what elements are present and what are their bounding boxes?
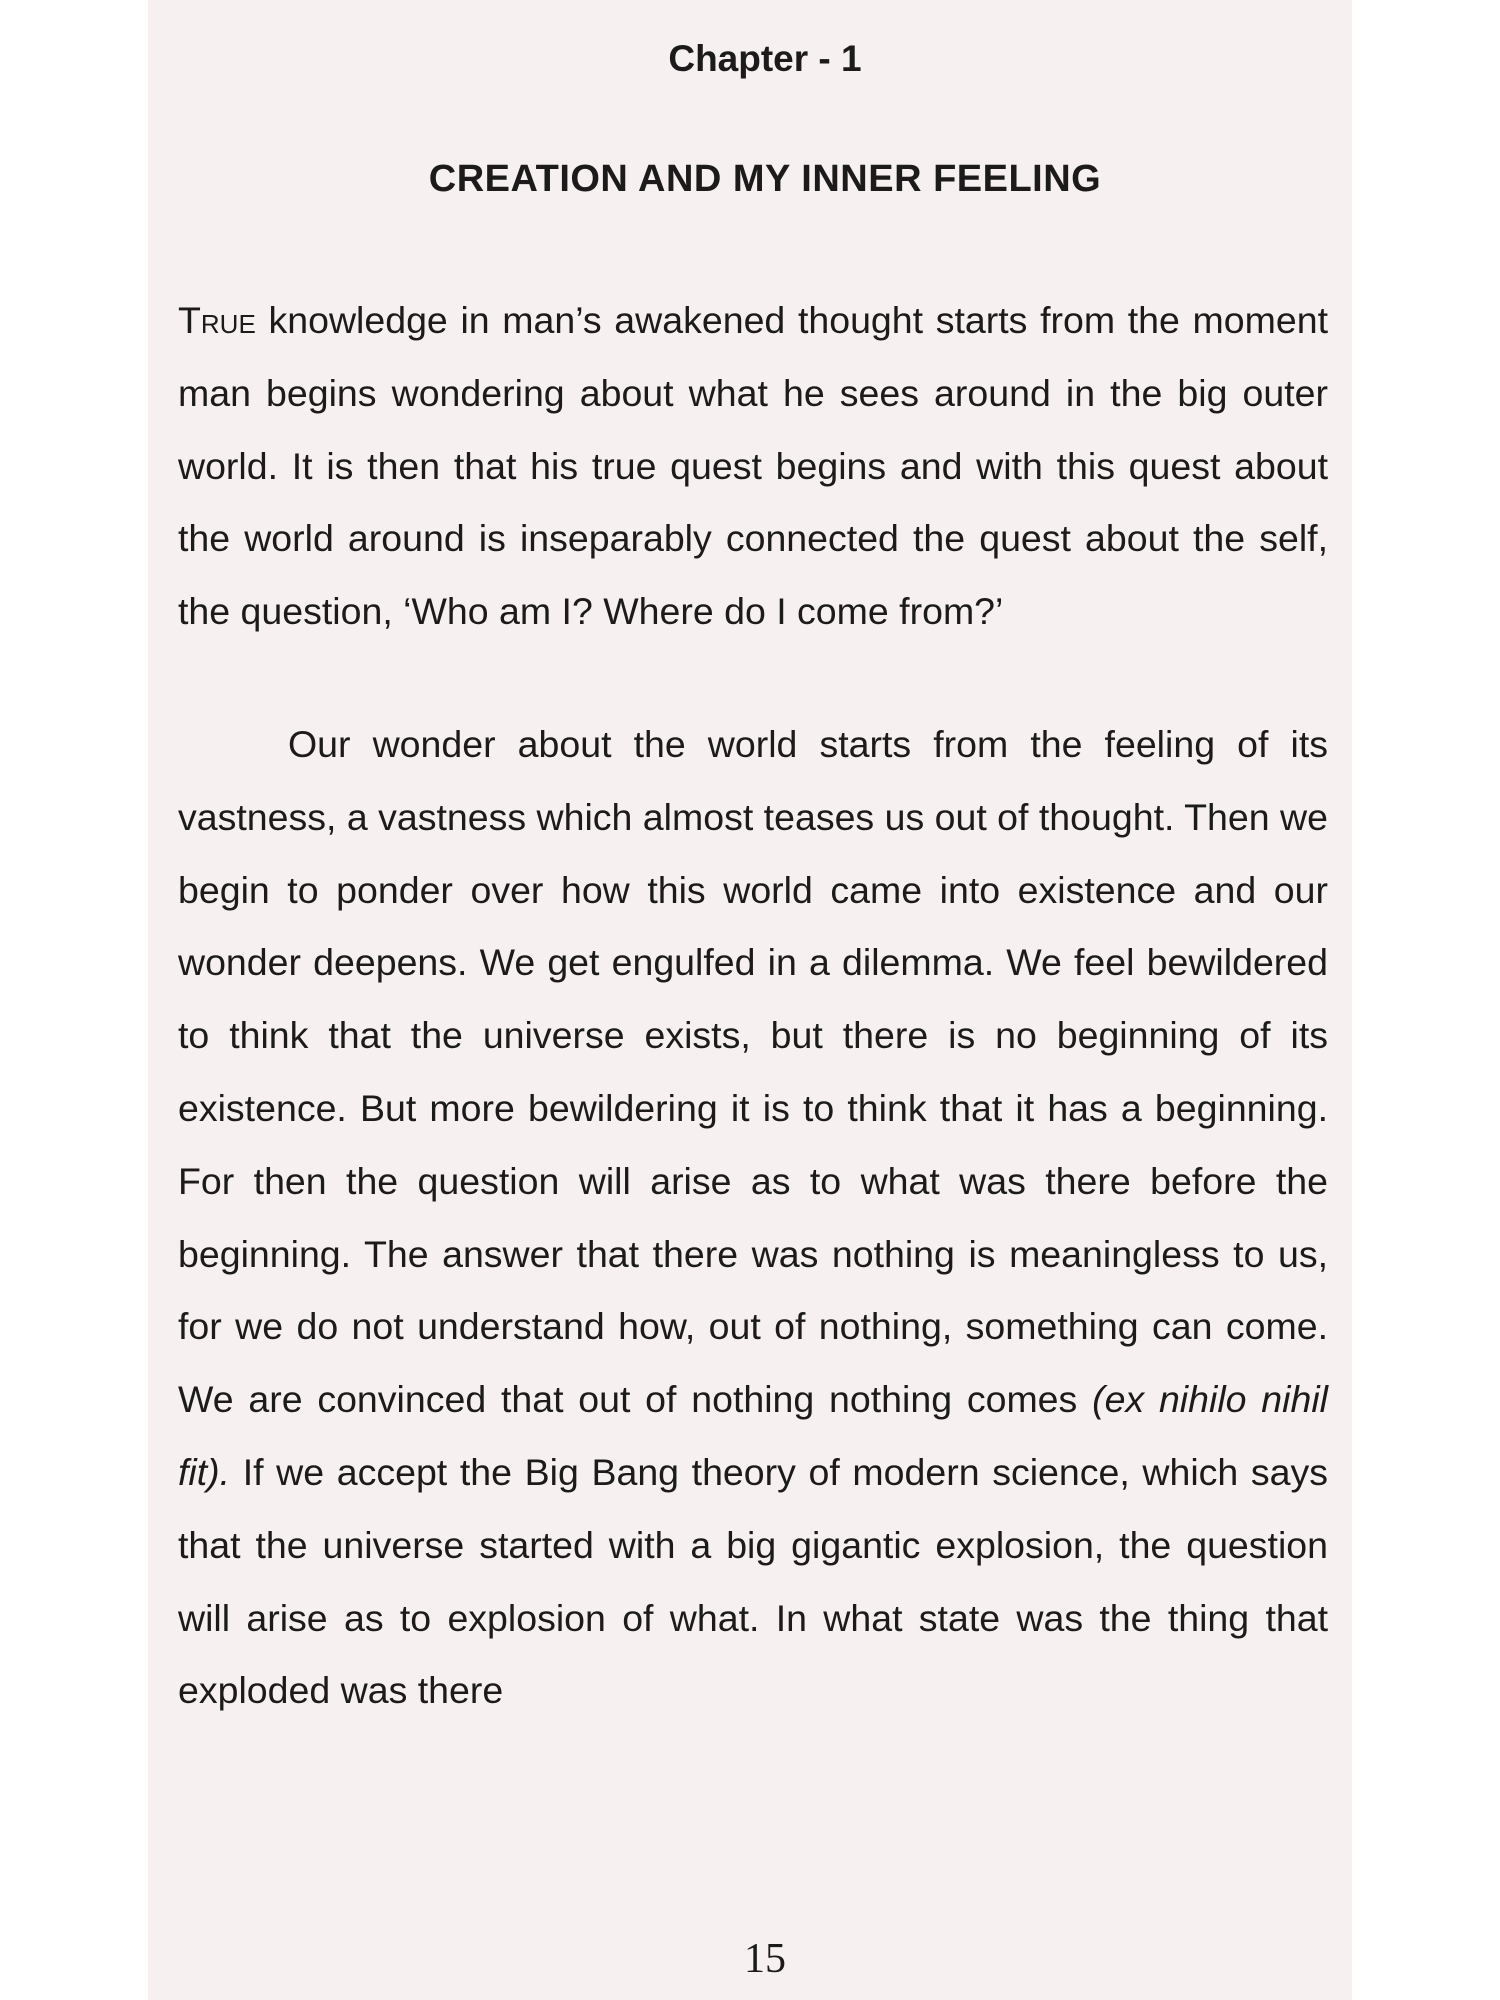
paragraph-2-text-after: If we accept the Big Bang theory of modern science, which says that the universe started with a big gigantic explosion, the question will arise as to explosion of what. In what state was the thing that exploded was there [178,1450,1328,1712]
paragraph-2 [178,708,1328,1727]
body-text [178,284,1328,1727]
paragraph-2-text-before: Our wonder about the world starts from the feeling of its vastness, a vastness which almost teases us out of thought. Then we begin to ponder over how this world came into existence and our wonder deepens. We get engulfed in a dilemma. We feel bewildered to think that the universe exists, but there is no beginning of its existence. But more bewildering it is to think that it has a beginning. For then the question will arise as to what was there before the beginning. The answer that there was nothing is meaningless to us, for we do not understand how, out of nothing, something can come. We are convinced that out of nothing nothing comes [178,722,1328,1421]
chapter-title: CREATION AND MY INNER FEELING [428,158,1102,200]
paragraph-1 [178,284,1328,648]
book-page [148,0,1352,2000]
paragraph-1-text: knowledge in man’s awakened thought starts from the moment man begins wondering about what he sees around in the big outer world. It is then that his true quest begins and with this quest about the world around is inseparably connected the quest about the self, the question, ‘Who am I? Where do I come from?’ [178,299,1328,633]
page-number: 15 [744,1936,786,1982]
chapter-label: Chapter - 1 [668,38,862,79]
paragraph-1-lead: True [178,299,256,341]
latin-phrase: (ex nihilo nihil fit). [178,1378,1328,1493]
